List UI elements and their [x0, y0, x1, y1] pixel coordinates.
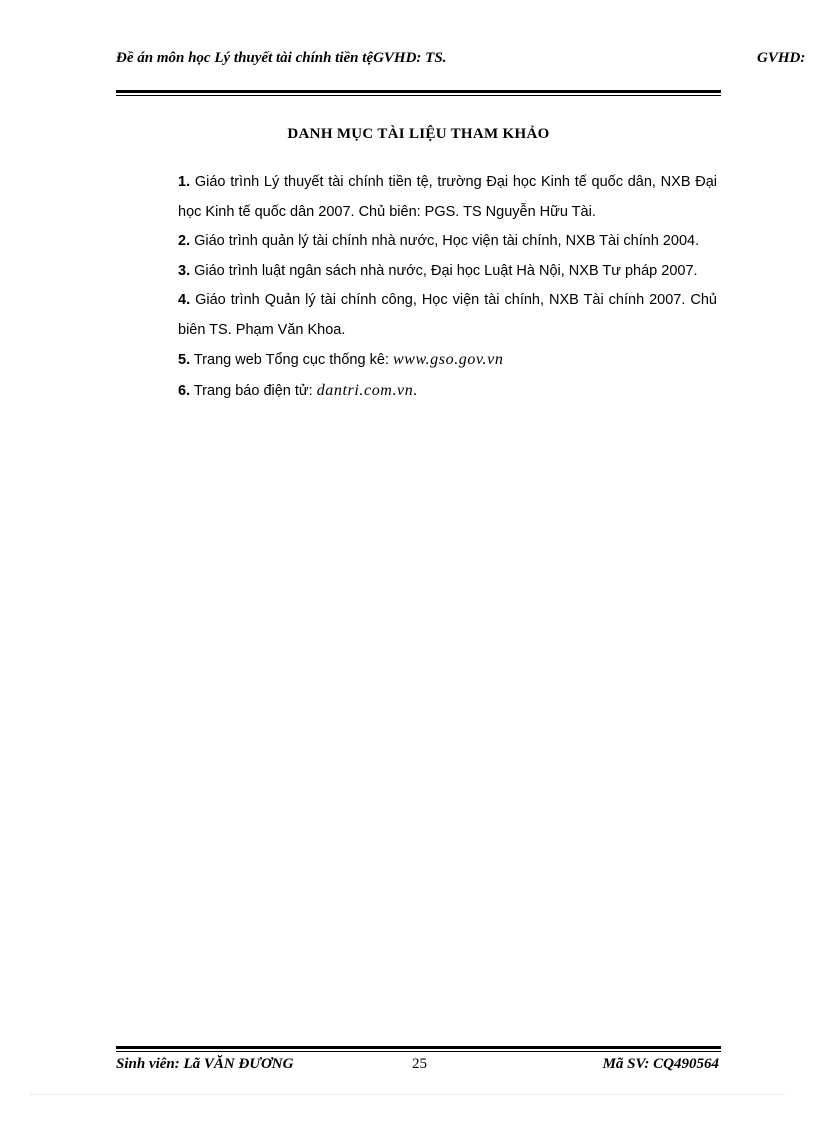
reference-text: Giáo trình Lý thuyết tài chính tiền tệ, trường Đại học Kinh tế quốc dân, NXB Đại học Kinh tế quốc dân 2007. Chủ biên: PGS. TS Nguyễn Hữu Tài. [178, 174, 717, 220]
reference-text: Trang báo điện tử: [190, 382, 317, 399]
reference-number: 3. [178, 262, 191, 279]
reference-list [178, 168, 717, 406]
reference-text: Trang web Tổng cục thống kê: [190, 352, 393, 368]
reference-item-2 [178, 227, 717, 257]
footer-page-number: 25 [412, 1056, 427, 1072]
reference-number: 6. [178, 382, 191, 399]
reference-item-3 [178, 257, 717, 287]
reference-number: 2. [178, 233, 191, 249]
reference-item-4 [178, 286, 717, 345]
footer-rule-thick [116, 1046, 721, 1049]
reference-text: Giáo trình Quản lý tài chính công, Học viện tài chính, NXB Tài chính 2007. Chủ biên TS. Phạm Văn Khoa. [178, 292, 717, 338]
header-rule-thick [116, 90, 721, 93]
reference-text: Giáo trình luật ngân sách nhà nước, Đại học Luật Hà Nội, NXB Tư pháp 2007. [190, 262, 698, 279]
reference-number: 5. [178, 352, 191, 368]
header-title: Đề án môn học Lý thuyết tài chính tiền tệGVHD: TS. [116, 50, 447, 66]
reference-number: 4. [178, 292, 191, 308]
reference-item-1 [178, 168, 717, 227]
reference-link-dantri[interactable]: dantri.com.vn. [316, 381, 418, 399]
page-title: DANH MỤC TÀI LIỆU THAM KHẢO [287, 126, 550, 142]
reference-number: 1. [178, 174, 191, 190]
page-bottom-divider [30, 1094, 786, 1095]
reference-text: Giáo trình quản lý tài chính nhà nước, Học viện tài chính, NXB Tài chính 2004. [190, 233, 700, 249]
footer-rule-thin [116, 1051, 721, 1052]
header-advisor: GVHD: [757, 50, 806, 66]
reference-item-5 [178, 345, 717, 376]
header-rule-thin [116, 95, 721, 96]
footer-student-name: Sinh viên: Lã VĂN ĐƯƠNG [116, 1056, 294, 1072]
reference-link-gso[interactable]: www.gso.gov.vn [392, 351, 504, 368]
reference-item-6 [178, 376, 717, 407]
footer-student-id: Mã SV: CQ490564 [602, 1056, 719, 1072]
